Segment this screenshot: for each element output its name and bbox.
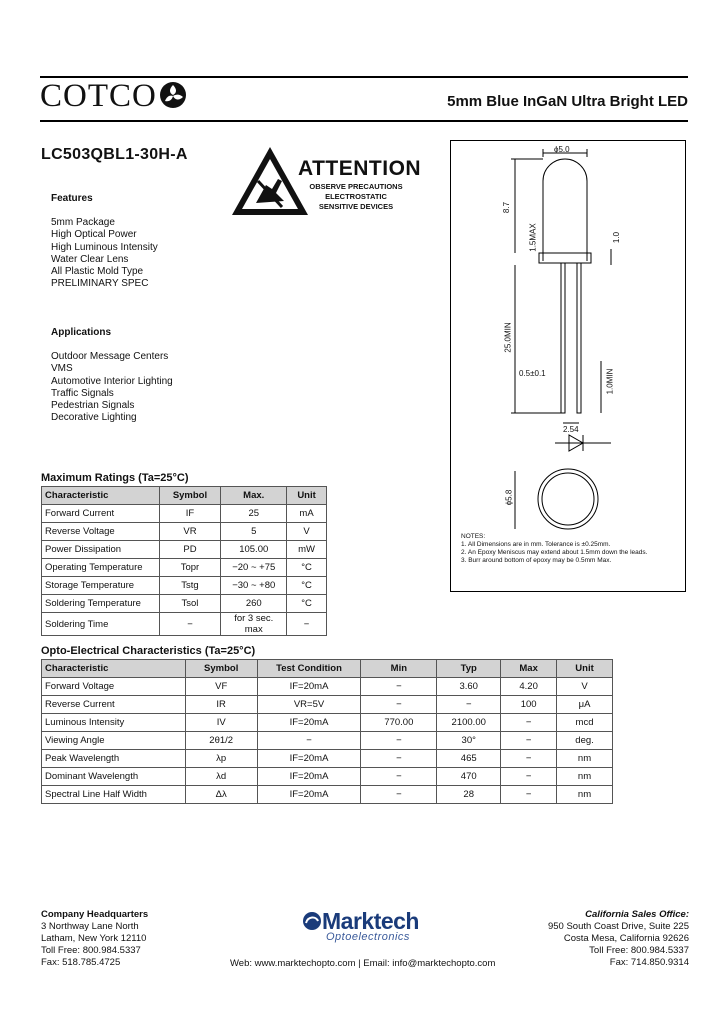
package-drawing [450, 140, 686, 592]
dim-base: ϕ5.8 [504, 489, 514, 506]
document-title: 5mm Blue InGaN Ultra Bright LED [447, 93, 688, 110]
dim-lead-length: 25.0MIN [503, 322, 513, 353]
dim-max: 1.5MAX [528, 223, 538, 252]
list-item: PRELIMINARY SPEC [51, 278, 149, 290]
cotco-mark-icon [159, 81, 187, 109]
table-row: Dominant Wavelength λd IF=20mA − 470 − nm [42, 768, 613, 786]
applications-heading: Applications [51, 327, 112, 338]
marktech-swirl-icon [302, 911, 322, 931]
table-row: Spectral Line Half Width Δλ IF=20mA − 28 − nm [42, 786, 613, 804]
max-ratings-title: Maximum Ratings (Ta=25°C) [41, 472, 189, 484]
table-row: Peak Wavelength λp IF=20mA − 465 − nm [42, 750, 613, 768]
header-rule-bottom [40, 120, 688, 122]
opto-table [41, 659, 613, 804]
dim-min: 1.0MIN [605, 368, 615, 395]
table-row: Reverse Voltage VR 5 V [42, 523, 327, 541]
opto-title: Opto-Electrical Characteristics (Ta=25°C) [41, 645, 256, 657]
footer-ca: California Sales Office: 950 South Coast Drive, Suite 225 Costa Mesa, California 92626 Toll Free: 800.984.5337 Fax: 714.850.9314 [547, 909, 689, 968]
dim-height: 8.7 [502, 201, 512, 214]
list-item: Water Clear Lens [51, 253, 129, 265]
table-row: Soldering Temperature Tsol 260 °C [42, 595, 327, 613]
footer-hq: Company Headquarters 3 Northway Lane North Latham, New York 12110 Toll Free: 800.984.5337 Fax: 518.785.4725 [41, 909, 149, 968]
list-item: VMS [51, 363, 73, 375]
attention-text: OBSERVE PRECAUTIONS ELECTROSTATIC SENSITIVE DEVICES [309, 182, 403, 211]
part-number: LC503QBL1-30H-A [41, 146, 188, 163]
table-row: Forward Voltage VF IF=20mA − 3.60 4.20 V [42, 678, 613, 696]
list-item: High Luminous Intensity [51, 241, 158, 253]
list-item: High Optical Power [51, 229, 137, 241]
cotco-logo: COTCO [40, 80, 187, 113]
esd-warning-icon [230, 145, 310, 217]
max-ratings-table [41, 486, 327, 636]
table-header-row: Characteristic Symbol Max. Unit [42, 487, 327, 505]
list-item: Decorative Lighting [51, 412, 137, 424]
table-row: Storage Temperature Tstg −30 ~ +80 °C [42, 577, 327, 595]
footer-web[interactable]: Web: www.marktechopto.com | Email: info@marktechopto.com [230, 958, 496, 969]
table-row: Power Dissipation PD 105.00 mW [42, 541, 327, 559]
features-heading: Features [51, 193, 93, 204]
features-list [51, 217, 158, 291]
dim-flange: 1.0 [612, 231, 622, 244]
dim-lead-width: 0.5±0.1 [519, 369, 546, 378]
table-row: Operating Temperature Topr −20 ~ +75 °C [42, 559, 327, 577]
drawing-notes: NOTES: 1. All Dimensions are in mm. Tolerance is ±0.25mm. 2. An Epoxy Meniscus may extend about 1.5mm down the leads. 3. Burr around bottom of epoxy may be 0.5mm Max. [461, 533, 648, 564]
table-header-row: Characteristic Symbol Test Condition Min Typ Max Unit [42, 660, 613, 678]
list-item: All Plastic Mold Type [51, 266, 144, 278]
dim-diameter: ϕ5.0 [554, 145, 570, 154]
list-item: 5mm Package [51, 217, 115, 228]
led-outline-drawing [451, 141, 685, 591]
dim-pitch: 2.54 [563, 425, 579, 434]
list-item: Outdoor Message Centers [51, 351, 169, 362]
marktech-logo: Marktech Optoelectronics [302, 908, 419, 943]
list-item: Automotive Interior Lighting [51, 375, 173, 387]
table-row: Reverse Current IR VR=5V − − 100 μA [42, 696, 613, 714]
table-row: Soldering Time − for 3 sec. max − [42, 613, 327, 636]
attention-title: ATTENTION [298, 157, 422, 180]
list-item: Traffic Signals [51, 387, 114, 399]
list-item: Pedestrian Signals [51, 400, 135, 412]
applications-list [51, 351, 173, 425]
table-row: Luminous Intensity IV IF=20mA 770.00 2100.00 − mcd [42, 714, 613, 732]
table-row: Viewing Angle 2θ1/2 − − 30° − deg. [42, 732, 613, 750]
table-row: Forward Current IF 25 mA [42, 505, 327, 523]
